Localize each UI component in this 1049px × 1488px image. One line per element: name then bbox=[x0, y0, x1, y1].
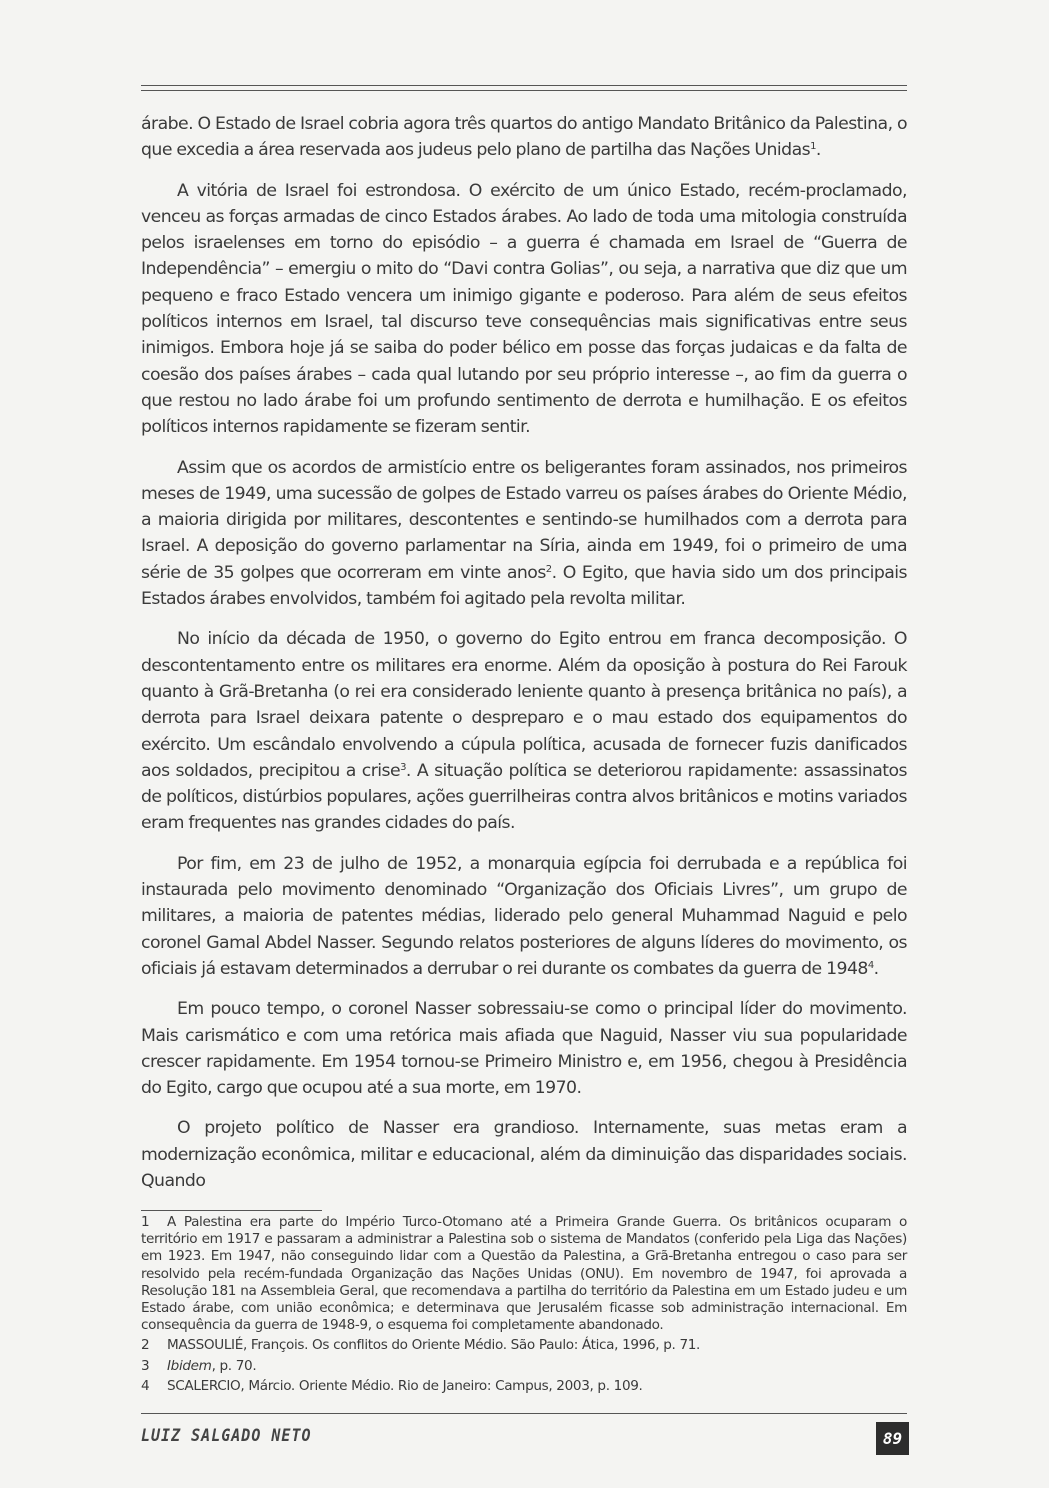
paragraph: árabe. O Estado de Israel cobria agora três quartos do antigo Mandato Britânico da Palestina, o que excedia a área reservada aos judeus pelo plano de partilha das Nações Unidas$^1$. bbox=[141, 114, 907, 161]
paragraph: O projeto político de Nasser era grandioso. Internamente, suas metas eram a modernização econômica, militar e educacional, além da diminuição das disparidades sociais. Quando bbox=[141, 1118, 907, 1191]
paragraph: A vitória de Israel foi estrondosa. O exército de um único Estado, recém-proclamado, venceu as forças armadas de cinco Estados árabes. Ao lado de toda uma mitologia construída pelos israelenses em torno do episódio – a guerra é chamada em Israel de “Guerra de Independência” – emergiu o mito do “Davi contra Golias”, ou seja, a narrativa que diz que um pequeno e fraco Estado vencera um inimigo gigante e poderoso. Para além de seus efeitos políticos internos em Israel, tal discurso teve consequências mais significativas entre seus inimigos. Embora hoje já se saiba do poder bélico em posse das forças judaicas e da falta de coesão dos países árabes – cada qual lutando por seu próprio interesse –, ao fim da guerra o que restou no lado árabe foi um profundo sentimento de derrota e humilhação. E os efeitos políticos internos rapidamente se fizeram sentir. bbox=[141, 180, 907, 438]
footnote-number: 1 bbox=[141, 1214, 150, 1230]
paragraph: Assim que os acordos de armistício entre os beligerantes foram assinados, nos primeiros meses de 1949, uma sucessão de golpes de Estado varreu os países árabes do Oriente Médio, a maioria dirigida por militares, descontentes e sentindo-se humilhados com a derrota para Israel. A deposição do governo parlamentar na Síria, ainda em 1949, foi o primeiro de uma série de 35 golpes que ocorreram em vinte anos$^2$. O Egito, que havia sido um dos principais Estados árabes envolvidos, também foi agitado pela revolta militar. bbox=[141, 457, 907, 610]
footnote: 3 Ibidem, p. 70. bbox=[141, 1357, 257, 1374]
page-number: 89 bbox=[876, 1422, 909, 1455]
footnote-ref[interactable]: 3 bbox=[400, 761, 406, 773]
footnote-ref[interactable]: 1 bbox=[810, 141, 816, 153]
footnote-number: 2 bbox=[141, 1337, 150, 1354]
paragraph: No início da década de 1950, o governo do Egito entrou em franca decomposição. O descontentamento entre os militares era enorme. Além da oposição à postura do Rei Farouk quanto à Grã-Bretanha (o rei era considerado leniente quanto à presença britânica no país), a derrota para Israel deixara patente o despreparo e o mau estado dos equipamentos do exército. Um escândalo envolvendo a cúpula política, acusada de fornecer fuzis danificados aos soldados, precipitou a crise$^3$. A situação política se deteriorou rapidamente: assassinatos de políticos, distúrbios populares, ações guerrilheiras contra alvos britânicos e motins variados eram frequentes nas grandes cidades do país. bbox=[141, 629, 907, 834]
footnote: 1 A Palestina era parte do Império Turco-Otomano até a Primeira Grande Guerra. Os britânicos ocuparam o território em 1917 e passaram a administrar a Palestina sob o sistema de Mandatos (conferido pela Liga das Nações) em 1923. Em 1947, não conseguindo lidar com a Questão da Palestina, a Grã-Bretanha entregou o caso para ser resolvido pela recém-fundada Organização das Nações Unidas (ONU). Em novembro de 1947, foi aprovada a Resolução 181 na Assembleia Geral, que recomendava a partilha do território da Palestina em um Estado judeu e um Estado árabe, com união econômica; e determinava que Jerusalém ficasse sob administração internacional. Em consequência da guerra de 1948-9, o esquema foi completamente abandonado. bbox=[141, 1214, 907, 1334]
author-name: LUIZ SALGADO NETO bbox=[141, 1424, 312, 1446]
paragraph: Por fim, em 23 de julho de 1952, a monarquia egípcia foi derrubada e a república foi instaurada pelo movimento denominado “Organização dos Oficiais Livres”, um grupo de militares, a maioria de patentes médias, liderado pelo general Muhammad Naguid e pelo coronel Gamal Abdel Nasser. Segundo relatos posteriores de alguns líderes do movimento, os oficiais já estavam determinados a derrubar o rei durante os combates da guerra de 1948$^4$. bbox=[141, 853, 907, 979]
footnote: 4 SCALERCIO, Márcio. Oriente Médio. Rio de Janeiro: Campus, 2003, p. 109. bbox=[141, 1377, 643, 1394]
footnote-number: 4 bbox=[141, 1377, 150, 1394]
footnote-ref[interactable]: 2 bbox=[545, 563, 552, 575]
body-text bbox=[141, 111, 907, 1208]
footnote-ref[interactable]: 4 bbox=[867, 959, 874, 971]
footer-rule bbox=[141, 1413, 907, 1414]
header-double-rule bbox=[141, 85, 907, 91]
footnote-separator bbox=[141, 1210, 322, 1211]
paragraph: Em pouco tempo, o coronel Nasser sobressaiu-se como o principal líder do movimento. Mais carismático e com uma retórica mais afiada que Naguid, Nasser viu sua popularidade crescer rapidamente. Em 1954 tornou-se Primeiro Ministro e, em 1956, chegou à Presidência do Egito, cargo que ocupou até a sua morte, em 1970. bbox=[141, 999, 907, 1099]
footnote: 2 MASSOULIÉ, François. Os conflitos do Oriente Médio. São Paulo: Ática, 1996, p. 71. bbox=[141, 1337, 701, 1354]
footnotes bbox=[141, 1214, 907, 1398]
footnote-number: 3 bbox=[141, 1357, 150, 1374]
